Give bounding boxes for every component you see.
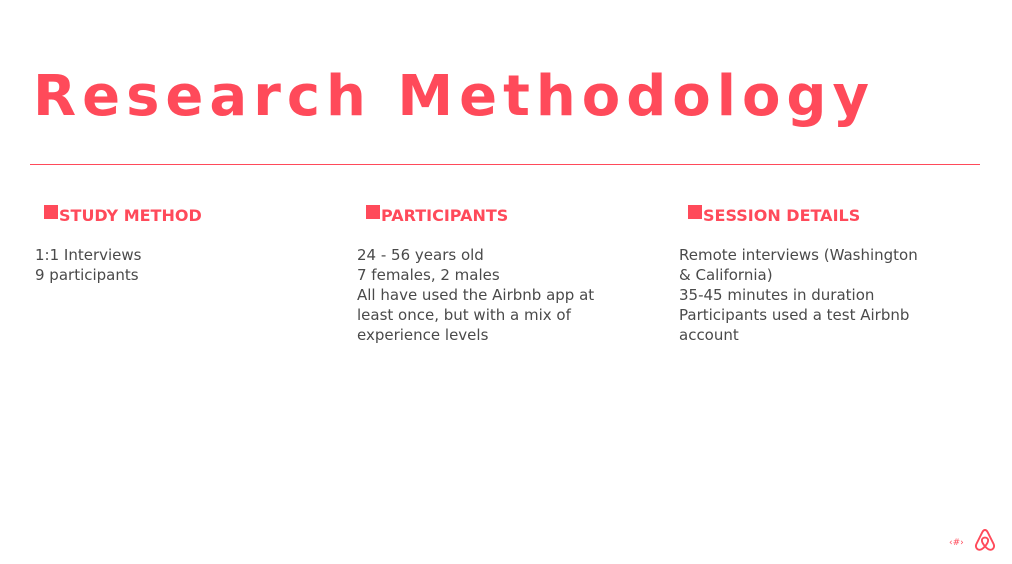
square-bullet-icon [44, 205, 58, 219]
title-divider [30, 164, 980, 165]
section-heading [35, 205, 290, 231]
section-heading [679, 205, 934, 231]
list-item: Remote interviews (Washington & California) [679, 246, 918, 284]
square-bullet-icon [366, 205, 380, 219]
square-bullet-icon [688, 205, 702, 219]
slide-number: ‹#› [949, 538, 964, 548]
study-method-section [35, 205, 290, 285]
section-heading [357, 205, 612, 231]
airbnb-logo-icon [972, 527, 998, 553]
list-item: 1:1 Interviews [35, 246, 142, 264]
session-details-section [679, 205, 934, 345]
list-item: 9 participants [35, 266, 139, 284]
section-heading-label: STUDY METHOD [59, 206, 202, 225]
section-heading-label: PARTICIPANTS [381, 206, 509, 225]
list-item: 7 females, 2 males [357, 266, 500, 284]
section-heading-label: SESSION DETAILS [703, 206, 861, 225]
page-title: Research Methodology [33, 64, 876, 129]
list-item: All have used the Airbnb app at least once, but with a mix of experience levels [357, 286, 595, 344]
list-item: 35-45 minutes in duration [679, 286, 875, 304]
list-item: Participants used a test Airbnb account [679, 306, 910, 344]
list-item: 24 - 56 years old [357, 246, 484, 264]
participants-section [357, 205, 612, 345]
